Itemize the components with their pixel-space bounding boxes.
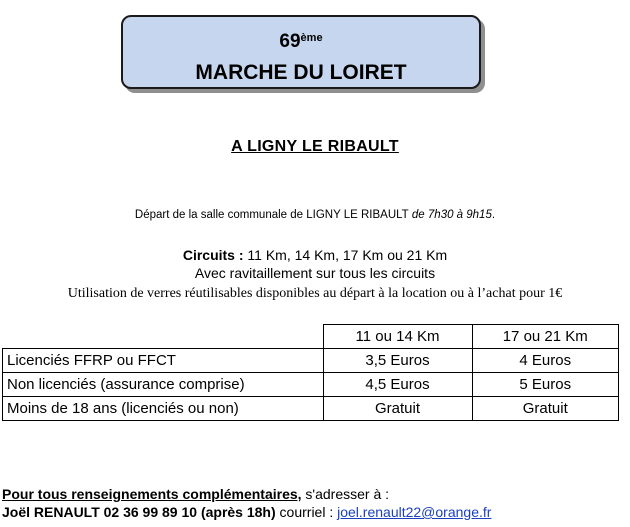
- price-long: Gratuit: [472, 397, 619, 421]
- supplies-note: Avec ravitaillement sur tous les circuits: [194, 265, 436, 281]
- price-long: 4 Euros: [472, 349, 619, 373]
- contact-heading-line: [2, 485, 628, 503]
- departure-times: de 7h30 à 9h15: [408, 209, 492, 221]
- price-short: Gratuit: [323, 397, 472, 421]
- edition-number-value: 69: [279, 31, 301, 52]
- departure-text: Départ de la salle communale de LIGNY LE RIBAULT: [134, 209, 409, 221]
- price-long: 5 Euros: [472, 373, 619, 397]
- table-row: [3, 373, 619, 397]
- circuits-line: [0, 246, 630, 264]
- glasses-note: Utilisation de verres réutilisables disponibles au départ à la location ou à l’achat pour 1€: [67, 286, 563, 301]
- row-label: Moins de 18 ans (licenciés ou non): [3, 397, 324, 421]
- event-banner: [121, 15, 481, 89]
- email-link[interactable]: joel.renault22@orange.fr: [337, 504, 492, 520]
- circuits-label: Circuits :: [182, 247, 244, 263]
- email-label: courriel :: [275, 504, 338, 520]
- price-table-header-row: [3, 325, 619, 349]
- circuits-distances: 11 Km, 14 Km, 17 Km ou 21 Km: [243, 247, 448, 263]
- edition-suffix: ème: [300, 32, 323, 44]
- event-title: MARCHE DU LOIRET: [195, 61, 407, 84]
- price-table: [2, 324, 619, 421]
- departure-info: [0, 209, 630, 221]
- table-row: [3, 397, 619, 421]
- contact-heading-tail: s'adresser à :: [301, 486, 390, 502]
- table-row: [3, 349, 619, 373]
- column-header-long: 17 ou 21 Km: [472, 325, 619, 349]
- contact-heading: Pour tous renseignements complémentaires,: [2, 486, 302, 502]
- location-title: A LIGNY LE RIBAULT: [231, 138, 399, 155]
- row-label: Non licenciés (assurance comprise): [3, 373, 324, 397]
- row-label: Licenciés FFRP ou FFCT: [3, 349, 324, 373]
- column-header-short: 11 ou 14 Km: [323, 325, 472, 349]
- contact-section: [2, 485, 628, 521]
- departure-end: .: [491, 209, 496, 221]
- circuits-info: [0, 246, 630, 282]
- price-short: 3,5 Euros: [323, 349, 472, 373]
- contact-details-line: [2, 503, 628, 521]
- price-table-corner: [3, 325, 324, 349]
- edition-number: [123, 31, 479, 53]
- contact-name-phone: Joël RENAULT 02 36 99 89 10 (après 18h): [2, 504, 276, 520]
- price-short: 4,5 Euros: [323, 373, 472, 397]
